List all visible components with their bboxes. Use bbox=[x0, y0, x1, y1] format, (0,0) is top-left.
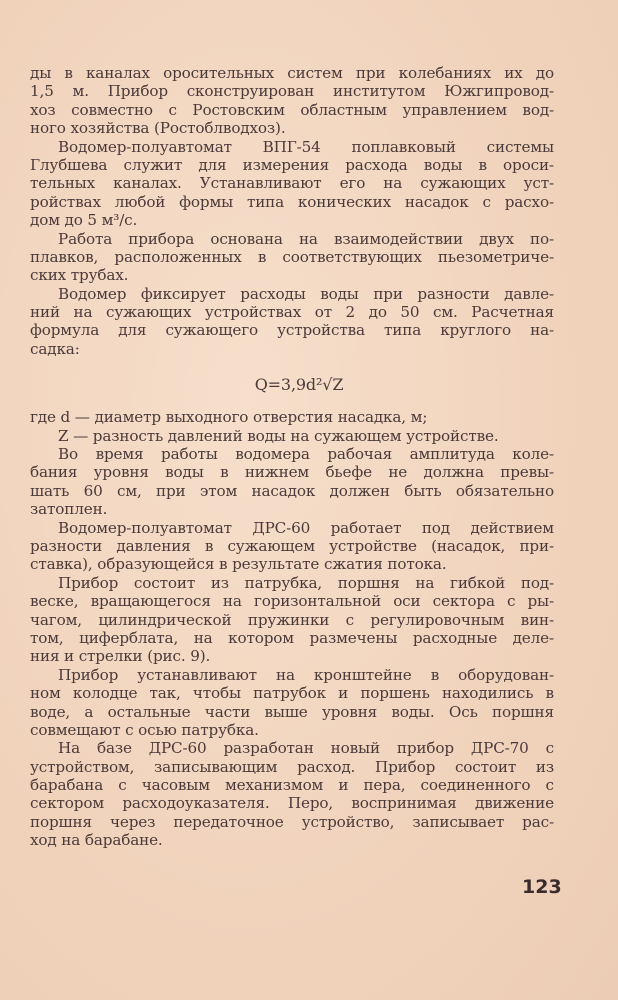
text-line: дом до 5 м³/с. bbox=[30, 211, 138, 230]
text-line: Глубшева служит для измерения расхода воды в ороси- bbox=[30, 155, 554, 174]
text-line: Прибор состоит из патрубка, поршня на гибкой под- bbox=[58, 573, 554, 592]
paragraph bbox=[30, 138, 554, 230]
paragraph bbox=[30, 445, 554, 519]
text-line: хоз совместно с Ростовским областным управлением вод- bbox=[30, 100, 554, 119]
text-line: ских трубах. bbox=[30, 266, 129, 285]
text-line: Прибор устанавливают на кронштейне в оборудован- bbox=[58, 665, 554, 684]
page-number: 123 bbox=[522, 876, 562, 898]
text-line: ния и стрелки (рис. 9). bbox=[30, 647, 211, 666]
text-line: барабана с часовым механизмом и пера, соединенного с bbox=[30, 776, 554, 795]
text-line: Водомер-полуавтомат ВПГ-54 поплавковый системы bbox=[58, 137, 554, 156]
paragraph bbox=[30, 64, 554, 138]
text-line: ний на сужающих устройствах от 2 до 50 см. Расчетная bbox=[30, 303, 554, 322]
text-line: бания уровня воды в нижнем бьефе не должна превы- bbox=[30, 463, 554, 482]
text-line: ды в каналах оросительных систем при колебаниях их до bbox=[30, 64, 554, 82]
text-line: затоплен. bbox=[30, 500, 108, 519]
paragraph bbox=[30, 427, 554, 445]
paragraph bbox=[30, 519, 554, 574]
text-block-before-formula bbox=[30, 64, 554, 358]
formula: Q=3,9d²√Z bbox=[254, 375, 344, 395]
paragraph bbox=[30, 285, 554, 359]
text-line: чагом, цилиндрической пружинки с регулировочным вин- bbox=[30, 610, 554, 629]
text-line: совмещают с осью патрубка. bbox=[30, 720, 259, 739]
text-line: Z — разность давлений воды на сужающем устройстве. bbox=[58, 426, 499, 445]
text-line: 1,5 м. Прибор сконструирован институтом Южгипровод- bbox=[30, 82, 554, 101]
text-line: Водомер-полуавтомат ДРС-60 работает под действием bbox=[58, 518, 554, 537]
text-line: сектором расходоуказателя. Перо, воспринимая движение bbox=[30, 794, 554, 813]
page-body bbox=[30, 64, 554, 850]
text-line: Работа прибора основана на взаимодействии двух по- bbox=[58, 229, 554, 248]
text-line: где d — диаметр выходного отверстия насадка, м; bbox=[30, 408, 428, 427]
text-line: ном колодце так, чтобы патрубок и поршень находились в bbox=[30, 684, 554, 703]
text-line: ного хозяйства (Ростоблводхоз). bbox=[30, 119, 286, 138]
paragraph bbox=[30, 666, 554, 740]
text-line: ройствах любой формы типа конических насадок с расхо- bbox=[30, 192, 554, 211]
paragraph bbox=[30, 408, 554, 426]
text-line: Водомер фиксирует расходы воды при разности давле- bbox=[58, 284, 554, 303]
text-line: ход на барабане. bbox=[30, 831, 163, 850]
text-block-after-formula bbox=[30, 408, 554, 849]
text-line: шать 60 см, при этом насадок должен быть обязательно bbox=[30, 481, 554, 500]
text-line: том, циферблата, на котором размечены расходные деле- bbox=[30, 628, 554, 647]
paragraph bbox=[30, 574, 554, 666]
text-line: ставка), образующейся в результате сжатия потока. bbox=[30, 555, 447, 574]
text-line: разности давления в сужающем устройстве (насадок, при- bbox=[30, 536, 554, 555]
text-line: веске, вращающегося на горизонтальной оси сектора с ры- bbox=[30, 592, 554, 611]
text-line: Во время работы водомера рабочая амплитуда коле- bbox=[58, 445, 554, 464]
text-line: формула для сужающего устройства типа круглого на- bbox=[30, 321, 554, 340]
paragraph bbox=[30, 230, 554, 285]
text-line: воде, а остальные части выше уровня воды. Ось поршня bbox=[30, 702, 554, 721]
text-line: тельных каналах. Устанавливают его на сужающих уст- bbox=[30, 174, 554, 193]
text-line: На базе ДРС-60 разработан новый прибор ДРС-70 с bbox=[58, 739, 554, 758]
text-line: поршня через передаточное устройство, записывает рас- bbox=[30, 812, 554, 831]
text-line: плавков, расположенных в соответствующих пьезометриче- bbox=[30, 247, 554, 266]
text-line: устройством, записывающим расход. Прибор состоит из bbox=[30, 757, 554, 776]
paragraph bbox=[30, 739, 554, 849]
text-line: садка: bbox=[30, 339, 80, 358]
